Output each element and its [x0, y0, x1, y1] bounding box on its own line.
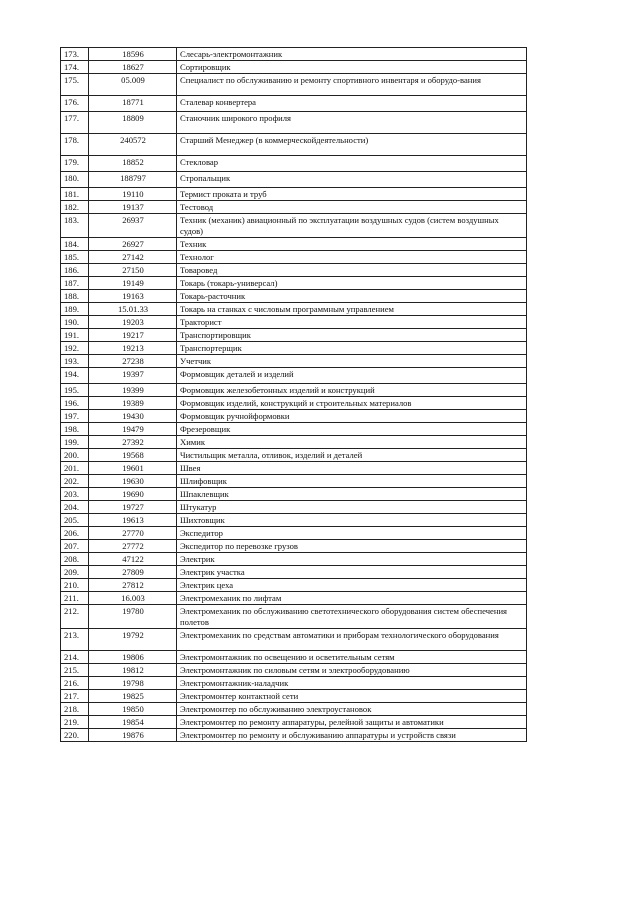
row-number-cell: 219.	[61, 716, 89, 729]
profession-code-cell: 19399	[89, 384, 177, 397]
profession-code-cell: 19876	[89, 729, 177, 742]
row-number-cell: 178.	[61, 134, 89, 156]
profession-code-cell: 27392	[89, 436, 177, 449]
profession-code-cell: 19149	[89, 277, 177, 290]
table-row	[61, 290, 527, 303]
row-number-cell: 201.	[61, 462, 89, 475]
table-row	[61, 368, 527, 384]
table-row	[61, 48, 527, 61]
row-number-cell: 192.	[61, 342, 89, 355]
table-row	[61, 729, 527, 742]
profession-code-cell: 19397	[89, 368, 177, 384]
profession-name-cell: Электромеханик по лифтам	[177, 592, 527, 605]
profession-code-cell: 19203	[89, 316, 177, 329]
table-row	[61, 462, 527, 475]
profession-name-cell: Фрезеровщик	[177, 423, 527, 436]
table-row	[61, 201, 527, 214]
table-row	[61, 651, 527, 664]
row-number-cell: 179.	[61, 156, 89, 172]
profession-code-cell: 19613	[89, 514, 177, 527]
row-number-cell: 205.	[61, 514, 89, 527]
table-row	[61, 96, 527, 112]
row-number-cell: 198.	[61, 423, 89, 436]
row-number-cell: 187.	[61, 277, 89, 290]
row-number-cell: 185.	[61, 251, 89, 264]
row-number-cell: 188.	[61, 290, 89, 303]
profession-code-cell: 19110	[89, 188, 177, 201]
profession-code-cell: 19854	[89, 716, 177, 729]
profession-name-cell: Сортировщик	[177, 61, 527, 74]
profession-name-cell: Электромонтажник по освещению и осветительным сетям	[177, 651, 527, 664]
profession-code-cell: 18809	[89, 112, 177, 134]
profession-code-cell: 27150	[89, 264, 177, 277]
profession-code-cell: 19213	[89, 342, 177, 355]
profession-name-cell: Стропальщик	[177, 172, 527, 188]
profession-code-cell: 19792	[89, 629, 177, 651]
profession-name-cell: Токарь-расточник	[177, 290, 527, 303]
row-number-cell: 211.	[61, 592, 89, 605]
row-number-cell: 208.	[61, 553, 89, 566]
table-row	[61, 540, 527, 553]
profession-code-cell: 26927	[89, 238, 177, 251]
table-row	[61, 238, 527, 251]
profession-name-cell: Формовщик деталей и изделий	[177, 368, 527, 384]
table-row	[61, 592, 527, 605]
row-number-cell: 191.	[61, 329, 89, 342]
table-row	[61, 716, 527, 729]
profession-code-cell: 19798	[89, 677, 177, 690]
profession-name-cell: Товаровед	[177, 264, 527, 277]
table-row	[61, 134, 527, 156]
row-number-cell: 216.	[61, 677, 89, 690]
row-number-cell: 220.	[61, 729, 89, 742]
profession-name-cell: Экспедитор по перевозке грузов	[177, 540, 527, 553]
row-number-cell: 186.	[61, 264, 89, 277]
profession-name-cell: Электромонтажник по силовым сетям и электрооборудованию	[177, 664, 527, 677]
profession-code-cell: 19780	[89, 605, 177, 629]
row-number-cell: 189.	[61, 303, 89, 316]
row-number-cell: 182.	[61, 201, 89, 214]
table-row	[61, 172, 527, 188]
row-number-cell: 190.	[61, 316, 89, 329]
profession-name-cell: Экспедитор	[177, 527, 527, 540]
profession-name-cell: Электромонтер по ремонту аппаратуры, релейной защиты и автоматики	[177, 716, 527, 729]
profession-code-cell: 27812	[89, 579, 177, 592]
profession-code-cell: 27809	[89, 566, 177, 579]
profession-name-cell: Учетчик	[177, 355, 527, 368]
profession-name-cell: Специалист по обслуживанию и ремонту спортивного инвентаря и оборудо-вания	[177, 74, 527, 96]
profession-code-cell: 27772	[89, 540, 177, 553]
profession-code-cell: 19825	[89, 690, 177, 703]
table-row	[61, 61, 527, 74]
profession-name-cell: Электрик	[177, 553, 527, 566]
row-number-cell: 206.	[61, 527, 89, 540]
table-row	[61, 303, 527, 316]
profession-name-cell: Формовщик ручнойформовки	[177, 410, 527, 423]
table-row	[61, 342, 527, 355]
row-number-cell: 193.	[61, 355, 89, 368]
table-row	[61, 527, 527, 540]
profession-name-cell: Электромонтер по обслуживанию электроустановок	[177, 703, 527, 716]
profession-code-cell: 19630	[89, 475, 177, 488]
row-number-cell: 199.	[61, 436, 89, 449]
profession-name-cell: Станочник широкого профиля	[177, 112, 527, 134]
document-page	[60, 47, 526, 742]
row-number-cell: 213.	[61, 629, 89, 651]
profession-code-cell: 19690	[89, 488, 177, 501]
profession-code-cell: 19479	[89, 423, 177, 436]
profession-code-cell: 19430	[89, 410, 177, 423]
profession-name-cell: Термист проката и труб	[177, 188, 527, 201]
profession-name-cell: Токарь на станках с числовым программным управлением	[177, 303, 527, 316]
table-row	[61, 74, 527, 96]
profession-code-cell: 19727	[89, 501, 177, 514]
profession-code-cell: 240572	[89, 134, 177, 156]
table-row	[61, 384, 527, 397]
profession-code-cell: 19812	[89, 664, 177, 677]
profession-name-cell: Токарь (токарь-универсал)	[177, 277, 527, 290]
profession-name-cell: Электрик цеха	[177, 579, 527, 592]
row-number-cell: 181.	[61, 188, 89, 201]
profession-code-cell: 47122	[89, 553, 177, 566]
table-row	[61, 449, 527, 462]
profession-code-cell: 05.009	[89, 74, 177, 96]
professions-table	[60, 47, 527, 742]
table-row	[61, 566, 527, 579]
profession-name-cell: Тестовод	[177, 201, 527, 214]
profession-code-cell: 19137	[89, 201, 177, 214]
profession-name-cell: Электрик участка	[177, 566, 527, 579]
row-number-cell: 184.	[61, 238, 89, 251]
table-row	[61, 188, 527, 201]
table-row	[61, 112, 527, 134]
profession-code-cell: 19850	[89, 703, 177, 716]
row-number-cell: 218.	[61, 703, 89, 716]
profession-name-cell: Химик	[177, 436, 527, 449]
profession-name-cell: Чистильщик металла, отливок, изделий и деталей	[177, 449, 527, 462]
profession-name-cell: Шихтовщик	[177, 514, 527, 527]
profession-name-cell: Сталевар конвертера	[177, 96, 527, 112]
profession-code-cell: 27770	[89, 527, 177, 540]
profession-code-cell: 19217	[89, 329, 177, 342]
profession-name-cell: Формовщик железобетонных изделий и конструкций	[177, 384, 527, 397]
profession-name-cell: Слесарь-электромонтажник	[177, 48, 527, 61]
table-row	[61, 579, 527, 592]
profession-name-cell: Стекловар	[177, 156, 527, 172]
profession-code-cell: 19568	[89, 449, 177, 462]
table-row	[61, 690, 527, 703]
row-number-cell: 197.	[61, 410, 89, 423]
profession-code-cell: 15.01.33	[89, 303, 177, 316]
row-number-cell: 174.	[61, 61, 89, 74]
profession-name-cell: Электромеханик по средствам автоматики и приборам технологического оборудования	[177, 629, 527, 651]
table-row	[61, 677, 527, 690]
row-number-cell: 183.	[61, 214, 89, 238]
profession-code-cell: 18596	[89, 48, 177, 61]
table-row	[61, 664, 527, 677]
row-number-cell: 210.	[61, 579, 89, 592]
profession-code-cell: 18627	[89, 61, 177, 74]
table-row	[61, 553, 527, 566]
profession-code-cell: 16.003	[89, 592, 177, 605]
profession-name-cell: Транспортировщик	[177, 329, 527, 342]
row-number-cell: 173.	[61, 48, 89, 61]
profession-name-cell: Штукатур	[177, 501, 527, 514]
row-number-cell: 203.	[61, 488, 89, 501]
profession-name-cell: Шлифовщик	[177, 475, 527, 488]
profession-name-cell: Техник	[177, 238, 527, 251]
table-row	[61, 355, 527, 368]
row-number-cell: 212.	[61, 605, 89, 629]
professions-table-body	[61, 48, 527, 742]
profession-code-cell: 18852	[89, 156, 177, 172]
profession-name-cell: Электромонтер контактной сети	[177, 690, 527, 703]
row-number-cell: 200.	[61, 449, 89, 462]
profession-code-cell: 26937	[89, 214, 177, 238]
row-number-cell: 204.	[61, 501, 89, 514]
table-row	[61, 488, 527, 501]
row-number-cell: 214.	[61, 651, 89, 664]
profession-code-cell: 19601	[89, 462, 177, 475]
profession-code-cell: 27238	[89, 355, 177, 368]
table-row	[61, 410, 527, 423]
row-number-cell: 176.	[61, 96, 89, 112]
profession-code-cell: 19389	[89, 397, 177, 410]
profession-code-cell: 19163	[89, 290, 177, 303]
row-number-cell: 207.	[61, 540, 89, 553]
row-number-cell: 217.	[61, 690, 89, 703]
table-row	[61, 605, 527, 629]
table-row	[61, 436, 527, 449]
table-row	[61, 423, 527, 436]
profession-name-cell: Электромеханик по обслуживанию светотехнического оборудования систем обеспечения полетов	[177, 605, 527, 629]
profession-name-cell: Старший Менеджер (в коммерческойдеятельности)	[177, 134, 527, 156]
profession-name-cell: Техник (механик) авиационный по эксплуатации воздушных судов (систем воздушных судов)	[177, 214, 527, 238]
table-row	[61, 475, 527, 488]
row-number-cell: 202.	[61, 475, 89, 488]
row-number-cell: 209.	[61, 566, 89, 579]
row-number-cell: 177.	[61, 112, 89, 134]
profession-name-cell: Тракторист	[177, 316, 527, 329]
profession-name-cell: Швея	[177, 462, 527, 475]
table-row	[61, 316, 527, 329]
profession-code-cell: 18771	[89, 96, 177, 112]
row-number-cell: 180.	[61, 172, 89, 188]
table-row	[61, 264, 527, 277]
table-row	[61, 251, 527, 264]
profession-code-cell: 19806	[89, 651, 177, 664]
profession-name-cell: Формовщик изделий, конструкций и строительных материалов	[177, 397, 527, 410]
row-number-cell: 195.	[61, 384, 89, 397]
row-number-cell: 175.	[61, 74, 89, 96]
row-number-cell: 196.	[61, 397, 89, 410]
table-row	[61, 703, 527, 716]
profession-name-cell: Шпаклевщик	[177, 488, 527, 501]
row-number-cell: 215.	[61, 664, 89, 677]
table-row	[61, 501, 527, 514]
profession-code-cell: 27142	[89, 251, 177, 264]
profession-name-cell: Технолог	[177, 251, 527, 264]
table-row	[61, 329, 527, 342]
table-row	[61, 277, 527, 290]
row-number-cell: 194.	[61, 368, 89, 384]
profession-name-cell: Электромонтажник-наладчик	[177, 677, 527, 690]
table-row	[61, 514, 527, 527]
profession-name-cell: Электромонтер по ремонту и обслуживанию аппаратуры и устройств связи	[177, 729, 527, 742]
table-row	[61, 214, 527, 238]
profession-name-cell: Транспортерщик	[177, 342, 527, 355]
table-row	[61, 629, 527, 651]
table-row	[61, 156, 527, 172]
table-row	[61, 397, 527, 410]
profession-code-cell: 188797	[89, 172, 177, 188]
